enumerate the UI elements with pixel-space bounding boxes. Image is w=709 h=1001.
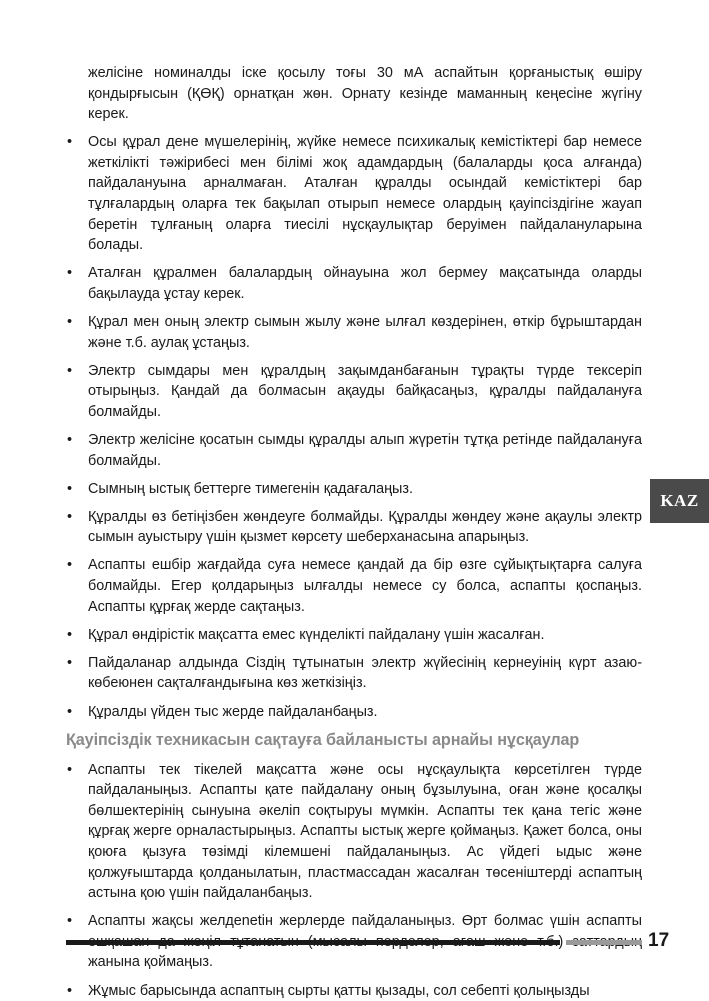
bullet-icon: • (67, 508, 73, 525)
bullet-text: Құралды өз бетіңізбен жөндеуге болмайды. Құралды жөндеу және ақаулы электр сымын ауыстыру үшін қызмет көрсету шеберханасына апарыңыз. (88, 508, 642, 546)
bullet-text: Электр сымдары мен құралдың зақымданбағанын тұрақты түрде тексеріп отырыңыз. Қандай да болмасын ақауды байқасаңыз, құралды пайдалануға болмайды. (88, 362, 642, 420)
bullet-icon: • (67, 362, 73, 379)
bullet-icon: • (67, 134, 73, 151)
list-item (66, 760, 642, 904)
bullet-text: Пайдаланар алдында Сіздің тұтынатын электр жүйесінің кернеуінің күрт азаю-көбеюнен сақталғандығына көз жеткізіңіз. (88, 654, 642, 692)
footer-rule-gray (566, 940, 642, 945)
bullet-text: Аталған құралмен балалардың ойнауына жол бермеу мақсатында оларды бақылауда ұстау керек. (88, 265, 642, 302)
lead-paragraph: желісіне номиналды іске қосылу тоғы 30 мА аспайтын қорғаныстық өшіру қондырғысын (ҚӨҚ) орнатқан жөн. Орнату кезінде маманның кеңесіне жүгіну керек. (88, 65, 642, 123)
list-item (66, 702, 642, 723)
list-item (66, 555, 642, 617)
language-tab: KAZ (650, 479, 709, 523)
bullet-icon: • (67, 626, 73, 643)
bullet-text: Электр желісіне қосатын сымды құралды алып жүретін тұтқа ретінде пайдалануға болмайды. (88, 432, 642, 469)
bullet-icon: • (67, 982, 73, 999)
special-instructions-list (66, 760, 642, 1001)
bullet-text: Құралды үйден тыс жерде пайдаланбаңыз. (88, 703, 378, 720)
list-item (66, 625, 642, 646)
bullet-text: Құрал мен оның электр сымын жылу және ылғал көздерінен, өткір бұрыштардан және т.б. аулақ ұстаңыз. (88, 314, 642, 351)
list-item (66, 430, 642, 471)
bullet-icon: • (67, 913, 73, 930)
bullet-text: Сымның ыстық беттерге тимегенін қадағалаңыз. (88, 480, 413, 497)
bullet-icon: • (67, 314, 73, 331)
bullet-icon: • (67, 265, 73, 282)
list-item (66, 361, 642, 423)
list-item (66, 263, 642, 304)
bullet-text: Жұмыс барысында аспаптың сырты қатты қызады, сол себепті қолыңызды (88, 982, 590, 999)
safety-bullet-list (66, 132, 642, 722)
list-item (66, 981, 642, 1001)
bullet-text: Аспапты тек тікелей мақсатта және осы нұсқаулықта көрсетілген түрде пайдаланыңыз. Аспапты қате пайдалану оның бұзылуына, оған және қосалқы бөлшектерінің сынуына әкеліп соқтыруы мүмкін. Аспапты тек қана тегіс және құрғақ жерге орналастырыңыз. Аспапты ыстық жерге қоймаңыз. Қажет болса, оны қоюға қызуға төзімді кілемшені пайдаланыңыз. Ас үйдегі ыдыс және қолжуғыштарда қолданылатын, пластмассадан жасалған төсеніштерді аспаптың астына қою үшін пайдаланбаңыз. (88, 761, 642, 902)
bullet-text: Аспапты жақсы желдenetін жерлерде пайдаланыңыз. Өрт болмас үшін аспапты жанына қоймаңыз. (88, 913, 642, 971)
list-item (66, 312, 642, 353)
bullet-icon: • (67, 432, 73, 448)
bullet-text: Құрал өндірістік мақсатта емес күнделікті пайдалану үшін жасалған. (88, 626, 545, 643)
page-number: 17 (648, 930, 670, 951)
bullet-icon: • (67, 654, 73, 671)
footer-rule-dark (66, 940, 560, 945)
bullet-icon: • (67, 557, 73, 574)
bullet-icon: • (67, 480, 73, 497)
section-heading: Қауіпсіздік техникасын сақтауға байланысты арнайы нұсқаулар (66, 731, 580, 750)
bullet-text: Осы құрал дене мүшелерінің, жүйке немесе психикалық кемістіктері бар немесе жеткілікті тәжірибесі мен білімі жоқ адамдардың (балаларды қоса алғанда) пайдалануына арналмаған. Аталған құралды осындай кемістіктері бар тұлғалардың оларға тек бақылап отырып немесе олардың қауіпсіздігіне жауап беретін тұлғаның оларға тиесілі нұсқаулықтар беруімен пайдалануларына болады. (88, 134, 642, 254)
page-content (66, 63, 642, 1001)
bullet-icon: • (67, 703, 73, 720)
list-item (66, 507, 642, 548)
list-item (66, 653, 642, 694)
list-item (66, 132, 642, 256)
bullet-text: Аспапты ешбір жағдайда суға немесе қандай да бір өзге сұйықтықтарға салуға болмайды. Егер қолдарыңыз ылғалды немесе су болса, аспапты қоспаңыз. Аспапты құрғақ жерде сақтаңыз. (88, 557, 642, 615)
list-item (66, 479, 642, 500)
bullet-icon: • (67, 761, 73, 778)
